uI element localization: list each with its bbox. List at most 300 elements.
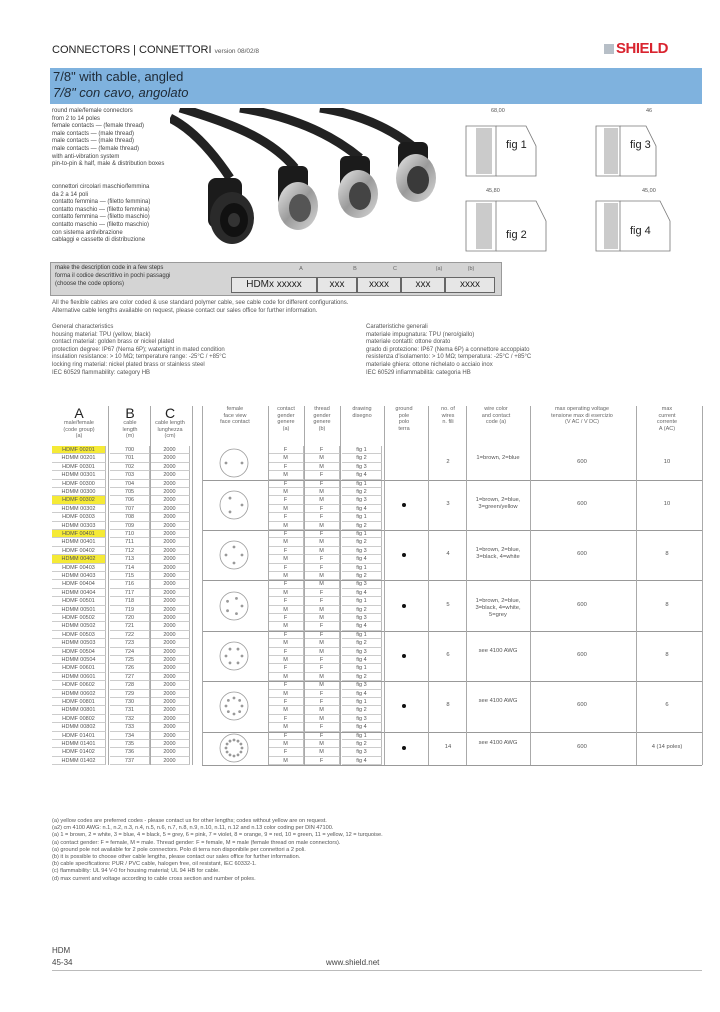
cell-c: M [268,606,304,614]
group-separator [202,765,702,766]
cell-c: F [268,614,304,622]
cell-c: M [268,454,304,462]
cell-cm: 2000 [150,614,190,622]
cell-t: F [304,597,340,605]
footnote-line: (b) it is possible to choose other cable lengths, please contact our sales office for further information. [52,854,301,861]
cell-code: HDMM 00503 [52,639,106,647]
cell-c: M [268,706,304,714]
cell-len: 725 [110,656,150,664]
cell-cm: 2000 [150,690,190,698]
col-voltage-head: max operating voltage tensione max di esercizio (V AC / V DC) [551,406,613,426]
cell-fig: fig 3 [342,715,382,723]
desc-en-line: pin-to-pin & half, male & distribution boxes [52,161,165,168]
cell-cm: 2000 [150,480,190,488]
cell-code: HDMF 00201 [52,446,106,454]
cell-len: 708 [110,513,150,521]
cell-fig: fig 2 [342,740,382,748]
cell-fig: fig 3 [342,463,382,471]
cell-len: 712 [110,547,150,555]
footnotes [52,818,383,883]
cell-code: HDMF 00303 [52,513,106,521]
table-column-line [304,406,305,765]
cell-cm: 2000 [150,505,190,513]
pin-face-icon [214,586,254,626]
group-separator [202,480,702,481]
cell-t: F [304,555,340,563]
cell-len: 705 [110,488,150,496]
cell-len: 718 [110,597,150,605]
desc-en-line: round male/female connectors [52,108,133,114]
cell-c: F [268,480,304,488]
hatch-fig2 [476,203,492,249]
cell-code: HDMM 00602 [52,690,106,698]
cell-t: M [304,496,340,504]
cell-code: HDMF 00802 [52,715,106,723]
cell-c: F [268,732,304,740]
cell-c: M [268,622,304,630]
drawing-fig1-head [496,126,536,176]
cell-fig: fig 4 [342,757,382,765]
cell-code: HDMM 01402 [52,757,106,765]
cell-cm: 2000 [150,757,190,765]
group-wires: 14 [444,744,452,751]
cell-fig: fig 4 [342,690,382,698]
desc-it-line: contatto femmina — (filetto maschio) [52,214,150,221]
code-label-en: make the description code in a few steps [55,265,164,271]
cell-c: F [268,681,304,689]
cell-fig: fig 2 [342,522,382,530]
table-column-line [636,406,637,765]
cell-t: M [304,606,340,614]
cell-c: F [268,748,304,756]
cell-len: 701 [110,454,150,462]
connector-3 [338,156,378,218]
table-column-line [202,406,203,765]
code-head-c: C [393,266,397,272]
desc-en-line: female contacts — (female thread) [52,123,145,130]
footnote-line: (d) max current and voltage according to cable cross section and number of poles. [52,875,256,882]
cell-c: F [268,698,304,706]
cell-fig: fig 4 [342,723,382,731]
cell-c: M [268,572,304,580]
cell-cm: 2000 [150,513,190,521]
cell-cm: 2000 [150,454,190,462]
cell-cm: 2000 [150,564,190,572]
bottom-rule [52,970,702,971]
code-head-b: B [353,266,357,272]
cell-t: M [304,681,340,689]
cell-len: 737 [110,757,150,765]
hatch-fig1 [476,128,492,174]
website-link[interactable]: www.shield.net [326,958,380,967]
connector-2 [278,166,318,230]
cell-len: 717 [110,589,150,597]
group-colors: 1=brown, 2=blue [476,454,520,461]
code-head-d: (a) [435,266,443,272]
cell-t: F [304,664,340,672]
title-it: 7/8" con cavo, angolato [53,85,189,100]
cell-fig: fig 3 [342,681,382,689]
cell-cm: 2000 [150,622,190,630]
general-en-item: IEC 60529 flammability: category HB [52,369,151,376]
group-current: 6 [665,702,669,709]
cell-fig: fig 1 [342,698,382,706]
fig3-label: fig 3 [630,139,651,151]
cell-len: 707 [110,505,150,513]
general-en-item: housing material: TPU (yellow, black) [52,331,151,338]
group-colors: 1=brown, 2=blue, 3=black, 4=white [475,547,521,561]
footnote-line: (b) cable specifications: PUR / PVC cable, halogen free, oil resistant, IEC 60332-1. [52,861,257,868]
pin-face-icon [214,686,254,726]
group-colors: see 4100 AWG [478,740,518,747]
cell-t: M [304,648,340,656]
cell-cm: 2000 [150,547,190,555]
description-it [52,184,150,245]
cell-fig: fig 4 [342,555,382,563]
cell-code: HDMF 00300 [52,480,106,488]
table-column-line [384,406,385,765]
cell-c: M [268,673,304,681]
table-column-line [428,406,429,765]
note-1: All the flexible cables are color coded & use standard polymer cable, see cable code for different configurations. [52,300,349,306]
cell-cm: 2000 [150,648,190,656]
cell-code: HDMM 00501 [52,606,106,614]
footnote-line: (a) 1 = brown, 2 = white, 3 = blue, 4 = black, 5 = grey, 6 = pink, 7 = violet, 8 = orange, 9 = red, 10 = green, 11 = yellow, 12 = turquoise. [52,832,383,839]
cell-fig: fig 1 [342,480,382,488]
general-en-item: locking ring material: nickel plated brass or stainless steel [52,361,205,368]
cell-len: 703 [110,471,150,479]
cell-code: HDMF 00502 [52,614,106,622]
group-current: 8 [665,652,669,658]
cell-fig: fig 3 [342,614,382,622]
cell-t: F [304,656,340,664]
cell-t: F [304,698,340,706]
cell-cm: 2000 [150,597,190,605]
desc-it-line: contatto femmina — (filetto femmina) [52,199,151,206]
footnote-line: (a) contact gender: F = female, M = male. Thread gender: F = female, M = male (female thread on male connectors). [52,839,341,846]
col-c-head: C cable length lunghezza (cm) [155,405,185,440]
group-wires: 3 [446,500,450,507]
cell-len: 716 [110,580,150,588]
group-voltage: 600 [577,601,587,608]
cell-len: 710 [110,530,150,538]
cell-code: HDMF 01401 [52,732,106,740]
cell-t: F [304,757,340,765]
cell-t: M [304,740,340,748]
cell-cm: 2000 [150,496,190,504]
cell-len: 728 [110,681,150,689]
cell-fig: fig 1 [342,732,382,740]
desc-en-line: male contacts — (female thread) [52,145,140,152]
desc-it-line: contatto maschio — (filetto maschio) [52,221,150,228]
cell-code: HDMF 00401 [52,530,106,538]
header-title: CONNECTORS | CONNETTORI [52,44,212,56]
footnote-line: (a) yellow codes are preferred codes - please contact us for other lengths; codes without yellow are on request. [52,818,327,824]
cell-code: HDMF 00302 [52,496,106,504]
cell-fig: fig 2 [342,673,382,681]
cell-cm: 2000 [150,580,190,588]
cell-cm: 2000 [150,639,190,647]
cell-c: F [268,496,304,504]
group-voltage: 600 [577,500,587,507]
group-separator [202,681,702,682]
group-current: 10 [663,458,671,465]
footnote-line: (a2) cm 4100 AWG: n.1, n.2, n.3, n.4, n.5, n.6, n.7, n.8, n.9, n.10, n.11, n.12 and n.13 color coding per DIN 47100. [52,825,334,832]
pin-face-icon [214,443,254,483]
cell-fig: fig 1 [342,530,382,538]
cell-cm: 2000 [150,656,190,664]
cell-c: F [268,664,304,672]
code-cell-e: xxxx [445,277,495,293]
cell-cm: 2000 [150,488,190,496]
cell-fig: fig 4 [342,505,382,513]
note-2: Alternative cable lengths available on request, please contact our sales office for further information. [52,308,318,314]
fig4-label: fig 4 [630,225,651,237]
cell-t: M [304,639,340,647]
desc-en-line: from 2 to 14 poles [52,115,101,122]
cell-len: 735 [110,740,150,748]
cell-t: M [304,547,340,555]
cell-t: M [304,715,340,723]
table-column-line [702,406,703,765]
table-column-line [530,406,531,765]
general-it-item: IEC 60529 infiammabilità: categoria HB [366,369,471,376]
hatch-fig3 [604,128,618,174]
cell-len: 736 [110,748,150,756]
group-current: 8 [665,551,669,558]
cell-len: 704 [110,480,150,488]
cell-len: 722 [110,631,150,639]
code-cell-d: xxx [401,277,445,293]
hatch-fig4 [604,203,618,249]
cell-fig: fig 3 [342,748,382,756]
group-voltage: 600 [577,702,587,709]
cell-len: 730 [110,698,150,706]
footnote-line: (a) ground pole not available for 2 pole connectors. Polo di terra non disponibile per connettori a 2 poli. [52,846,306,853]
general-it-item: materiale contatti: ottone dorato [366,339,451,346]
cell-t: F [304,732,340,740]
cable-1 [170,118,230,178]
cell-code: HDMM 00801 [52,706,106,714]
cell-code: HDMF 00501 [52,597,106,605]
cell-code: HDMF 00403 [52,564,106,572]
cell-cm: 2000 [150,631,190,639]
code-cell-b: xxx [317,277,357,293]
connector-1 [208,178,254,244]
connector-photo [170,108,440,258]
cell-code: HDMM 00402 [52,555,106,563]
dim-3: 45,80 [486,188,500,194]
cell-code: HDMF 00301 [52,463,106,471]
cell-fig: fig 3 [342,580,382,588]
cell-code: HDMM 00302 [52,505,106,513]
ground-dot-icon [402,704,406,708]
cell-t: M [304,673,340,681]
cell-code: HDMF 00801 [52,698,106,706]
logo-mark-icon [604,44,614,54]
cell-c: M [268,757,304,765]
cell-fig: fig 4 [342,622,382,630]
cell-cm: 2000 [150,740,190,748]
cell-len: 726 [110,664,150,672]
desc-en-line: with anti-vibration system [52,153,120,160]
table-column-line [192,406,193,765]
dim-2: 46 [646,108,653,114]
footnote-line: (c) flammability: UL 94 V-0 for housing material; UL 94 HB for cable. [52,868,220,875]
pin-face-icon [214,535,254,575]
cell-t: F [304,564,340,572]
group-colors: 1=brown, 2=blue, 3=black, 4=white, 5=grey [475,597,521,618]
ground-dot-icon [402,654,406,658]
general-it-item: grado di protezione: IP67 (Nema 6P) a connettore accoppiato [366,346,530,353]
cell-c: M [268,522,304,530]
cell-len: 709 [110,522,150,530]
cell-c: F [268,446,304,454]
general-it-title: Caratteristiche generali [366,324,428,330]
cell-len: 719 [110,606,150,614]
cell-len: 713 [110,555,150,563]
general-it-item: materiale impugnatura: TPU (nero/giallo) [366,331,475,338]
shield-logo [604,40,668,57]
cell-fig: fig 1 [342,446,382,454]
cell-len: 700 [110,446,150,454]
desc-it-line: connettori circolari maschio/femmina [52,184,150,190]
cell-fig: fig 2 [342,639,382,647]
cell-cm: 2000 [150,698,190,706]
cell-t: F [304,631,340,639]
cell-c: F [268,648,304,656]
group-voltage: 600 [577,551,587,558]
cell-t: M [304,580,340,588]
cell-fig: fig 3 [342,547,382,555]
cell-cm: 2000 [150,723,190,731]
general-it-item: materiale ghiera: ottone nichelato o acciaio inox [366,361,493,368]
cell-code: HDMM 00601 [52,673,106,681]
col-contact-head: contact gender genere (a) [277,406,295,432]
general-it [366,324,531,377]
group-wires: 5 [446,601,450,608]
cell-len: 727 [110,673,150,681]
cell-t: F [304,505,340,513]
cell-fig: fig 2 [342,454,382,462]
cell-fig: fig 2 [342,606,382,614]
logo-text: SHIELD [616,40,669,57]
general-en-item: contact material: golden brass or nickel plated [52,339,175,346]
code-cell-a: HDMx xxxxx [231,277,317,293]
cell-t: F [304,723,340,731]
group-voltage: 600 [577,458,587,465]
table-column-line [466,406,467,765]
cell-t: M [304,614,340,622]
general-en-item: protection degree: IP67 (Nema 6P); watertight in mated condition [52,346,225,353]
cell-cm: 2000 [150,664,190,672]
cell-t: F [304,471,340,479]
cell-cm: 2000 [150,673,190,681]
cell-fig: fig 3 [342,648,382,656]
group-wires: 6 [446,652,450,658]
pin-face-icon [214,485,254,525]
cell-fig: fig 1 [342,564,382,572]
table-column-line [340,406,341,765]
connector-4 [396,142,436,202]
cell-len: 724 [110,648,150,656]
dim-4: 45,00 [642,188,656,194]
col-face-head: female face view face contact [220,406,250,426]
cell-cm: 2000 [150,522,190,530]
cell-t: M [304,748,340,756]
col-drawing-head: drawing disegno [352,406,372,419]
cell-code: HDMM 00201 [52,454,106,462]
desc-it-line: cablaggi e cassette di distribuzione [52,237,146,244]
cell-cm: 2000 [150,606,190,614]
cell-cm: 2000 [150,589,190,597]
col-wirecolor-head: wire color and contact code (a) [481,406,511,426]
cell-code: HDMM 00502 [52,622,106,630]
cell-fig: fig 2 [342,572,382,580]
cell-t: M [304,572,340,580]
cell-len: 720 [110,614,150,622]
desc-en-line: male contacts — (male thread) [52,130,135,137]
cell-cm: 2000 [150,748,190,756]
general-it-item: resistenza d'isolamento: > 10 MΩ; temperatura: -25°C / +85°C [366,354,532,361]
desc-en-line: male contacts — (male thread) [52,138,135,145]
cell-cm: 2000 [150,446,190,454]
cell-code: HDMM 00404 [52,589,106,597]
group-colors: see 4100 AWG [478,698,518,705]
code-cell-c: xxxx [357,277,401,293]
group-wires: 2 [446,458,450,465]
group-current: 4 (14 poles) [651,744,683,751]
cell-cm: 2000 [150,463,190,471]
cell-fig: fig 2 [342,488,382,496]
cell-c: M [268,555,304,563]
col-ground-head: ground pole polo terra [395,406,413,432]
cell-c: F [268,580,304,588]
cell-len: 723 [110,639,150,647]
cell-len: 734 [110,732,150,740]
technical-drawings [446,106,702,256]
cell-c: F [268,530,304,538]
cell-t: M [304,463,340,471]
group-wires: 4 [446,551,450,558]
cell-len: 706 [110,496,150,504]
cell-fig: fig 1 [342,513,382,521]
group-wires: 8 [446,702,450,709]
group-separator [202,631,702,632]
code-head-a: A [299,266,303,272]
catalog-header [52,44,259,56]
cell-len: 714 [110,564,150,572]
desc-it-line: con sistema antivibrazione [52,229,123,236]
cell-fig: fig 1 [342,631,382,639]
cell-code: HDMM 00401 [52,538,106,546]
fig1-label: fig 1 [506,139,527,151]
cell-len: 721 [110,622,150,630]
cell-code: HDMM 00802 [52,723,106,731]
col-current-head: max current corrente A (AC) [656,406,678,432]
cell-t: F [304,690,340,698]
col-thread-head: thread gender genere (b) [313,406,331,432]
ground-dot-icon [402,604,406,608]
cell-cm: 2000 [150,681,190,689]
cell-c: F [268,547,304,555]
cell-cm: 2000 [150,732,190,740]
cell-len: 733 [110,723,150,731]
cell-len: 715 [110,572,150,580]
col-wires-head: no. of wires n. fili [441,406,455,426]
ground-dot-icon [402,553,406,557]
cell-code: HDMF 00404 [52,580,106,588]
